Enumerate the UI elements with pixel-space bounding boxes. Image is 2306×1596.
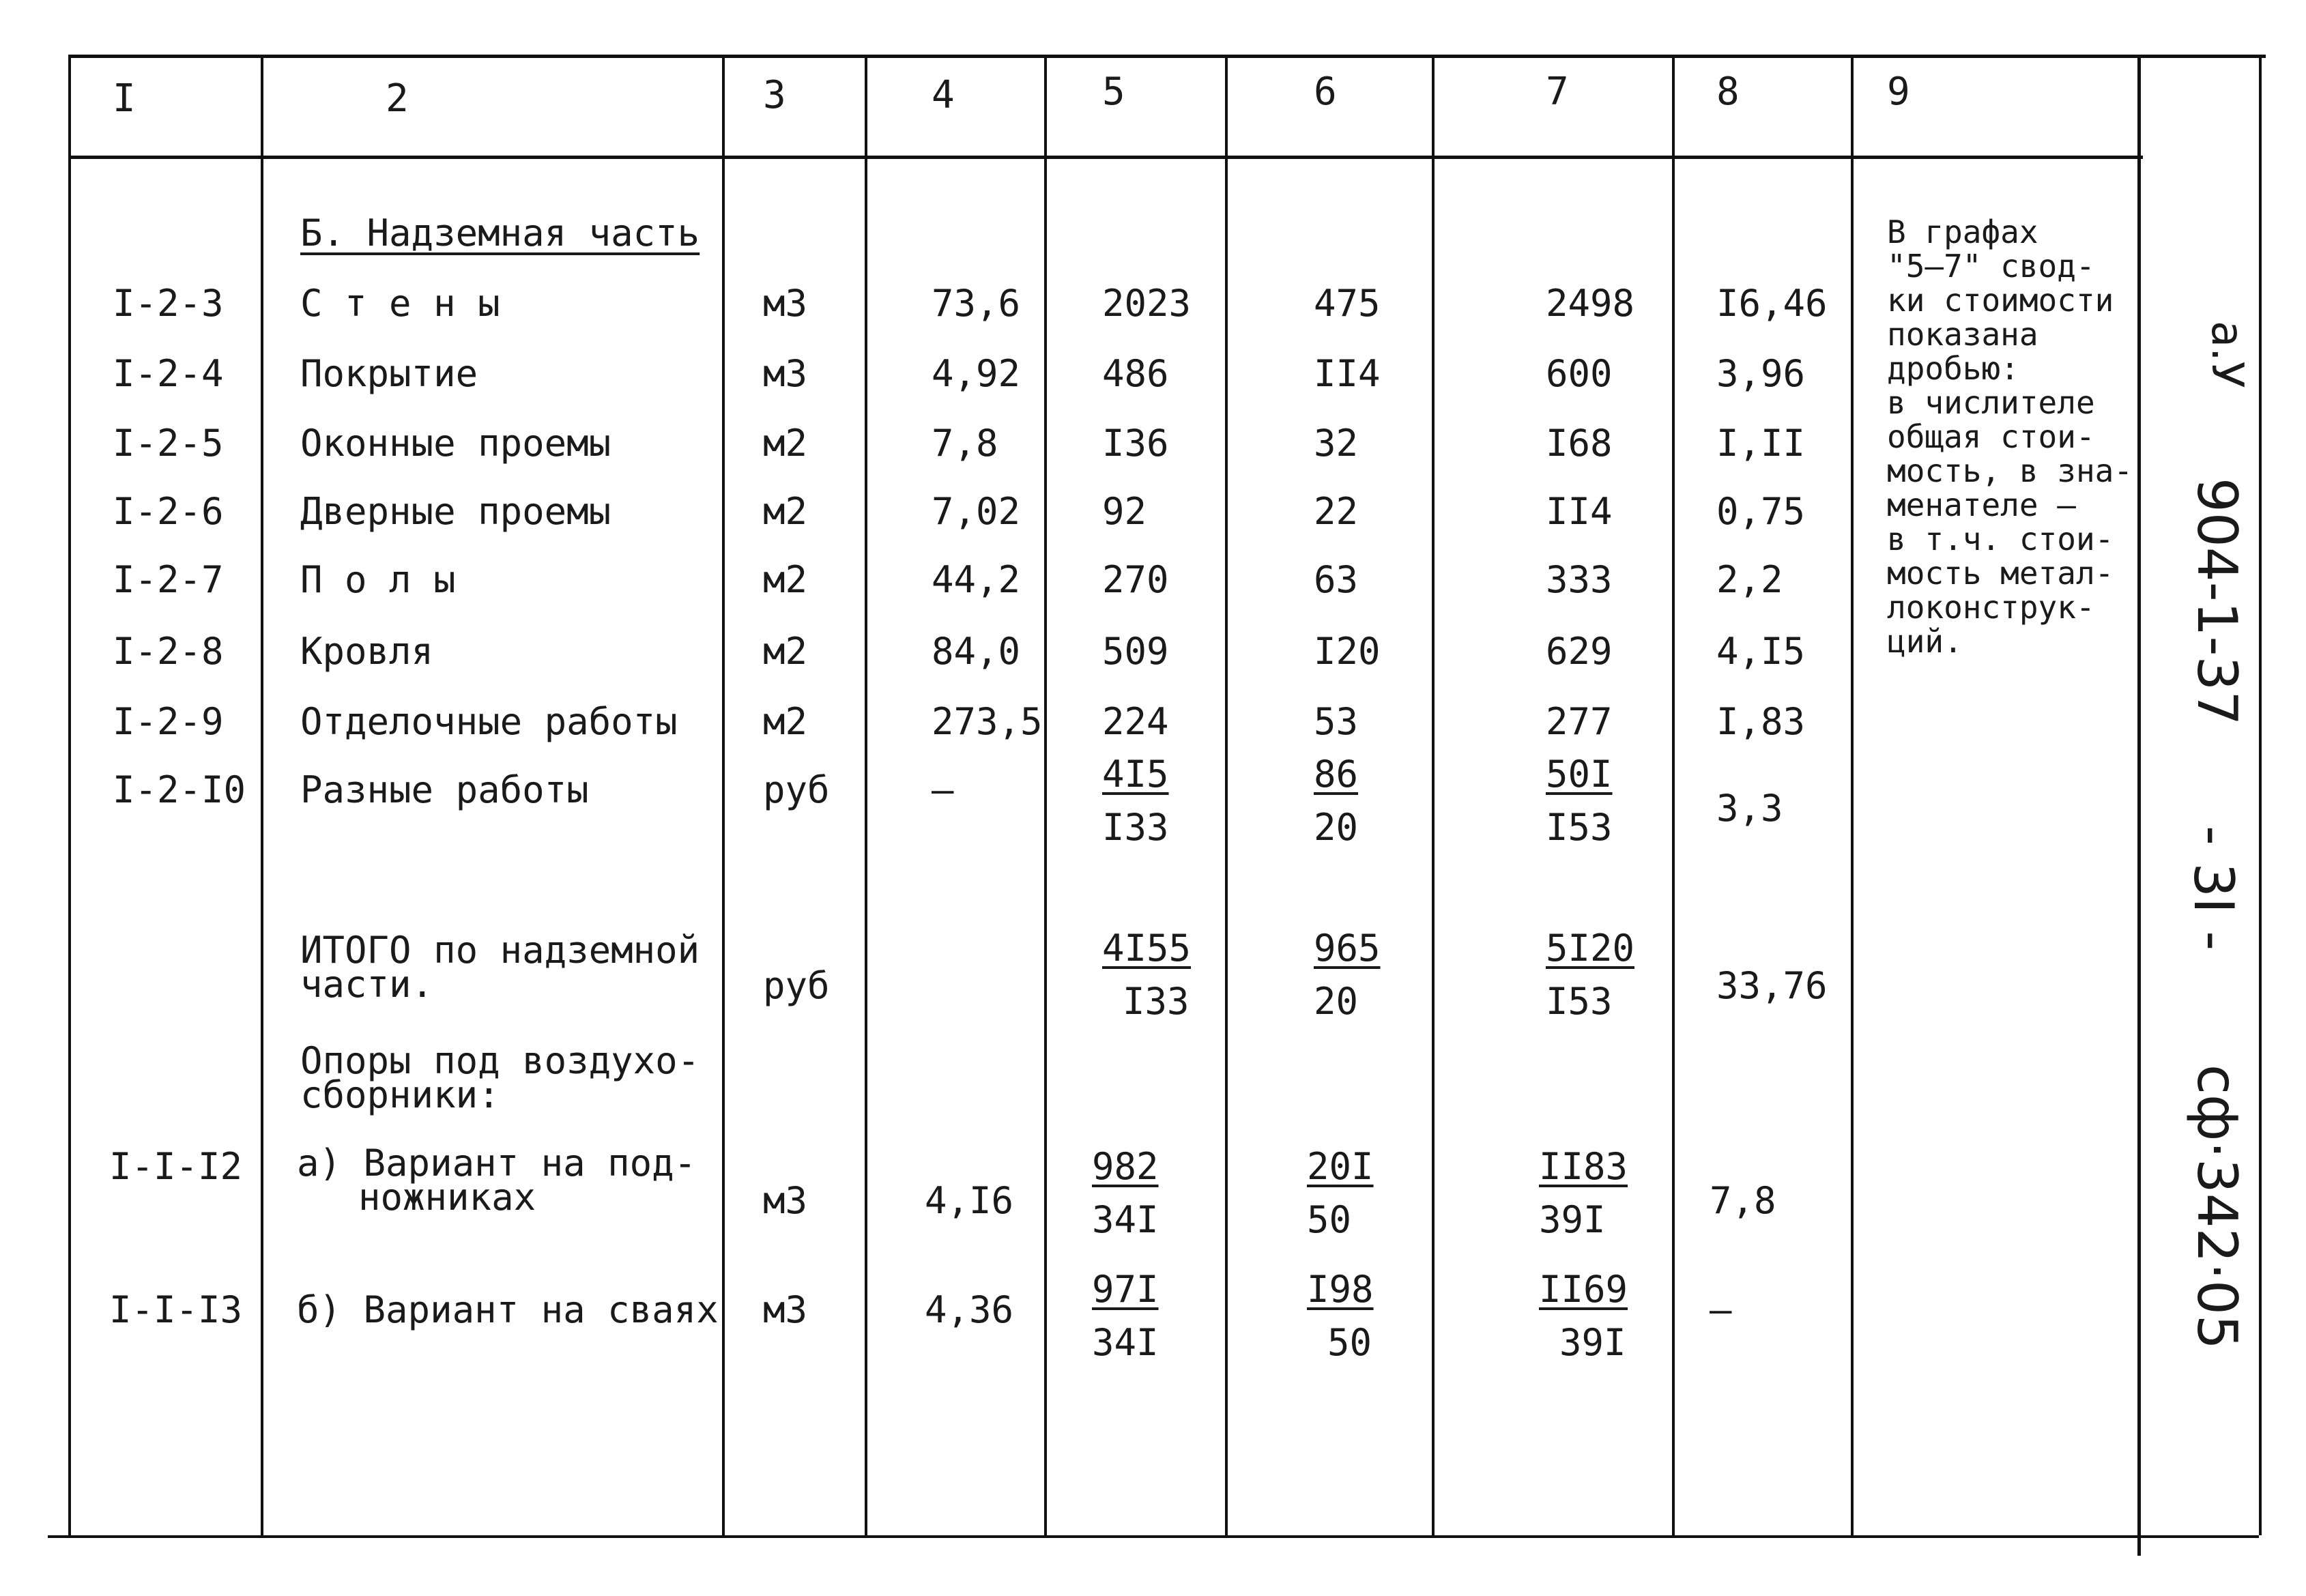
- row-qty: 273,5: [932, 700, 1043, 743]
- row-col7: 629: [1546, 630, 1613, 673]
- fraction-denominator: 39I: [1559, 1321, 1626, 1364]
- col-divider-3: [865, 55, 867, 1535]
- row-col5: 2023: [1102, 282, 1192, 325]
- total-name-line-2: части.: [300, 963, 434, 1006]
- row-col8: 7,8: [1710, 1179, 1776, 1222]
- col-divider-5: [1225, 55, 1228, 1535]
- row-col8: 2,2: [1716, 558, 1783, 601]
- table-top-border: [68, 55, 2266, 58]
- row-col7: 600: [1546, 352, 1613, 395]
- note-line: мость, в зна-: [1887, 452, 2133, 489]
- row-col7: 2498: [1546, 282, 1635, 325]
- fraction-numerator: I98: [1307, 1268, 1374, 1311]
- row-code: I-2-5: [113, 422, 224, 465]
- row-unit: м2: [763, 422, 808, 465]
- col-divider-6: [1432, 55, 1435, 1535]
- row-qty: 44,2: [932, 558, 1021, 601]
- row-unit: м3: [763, 1179, 808, 1222]
- row-code: I-2-4: [113, 352, 224, 395]
- row-name: Разные работы: [300, 768, 589, 811]
- row-qty: 73,6: [932, 282, 1021, 325]
- row-col7: II4: [1546, 490, 1613, 533]
- row-qty: 7,8: [932, 422, 998, 465]
- row-unit: м2: [763, 558, 808, 601]
- fraction-numerator: 86: [1314, 753, 1359, 796]
- row-col6-fraction: [1314, 754, 1358, 848]
- row-name: Дверные проемы: [300, 490, 611, 533]
- row-code: I-2-I0: [113, 768, 246, 811]
- variant-b-col6-fraction: [1307, 1269, 1374, 1363]
- fraction-numerator: 5I20: [1546, 927, 1635, 970]
- row-code: I-I-I3: [109, 1288, 243, 1331]
- header-bottom-border: [68, 156, 2143, 159]
- total-name-line-1: ИТОГО по надземной: [300, 929, 700, 972]
- row-unit: руб: [763, 964, 830, 1007]
- total-col7-fraction: [1546, 928, 1634, 1022]
- fraction-denominator: 20: [1314, 980, 1359, 1023]
- header-col-3: 3: [763, 73, 786, 117]
- note-line: дробью:: [1887, 350, 2019, 387]
- row-col8: –: [1710, 1288, 1732, 1331]
- row-col6: 53: [1314, 700, 1359, 743]
- row-name: Покрытие: [300, 352, 478, 395]
- col-divider-7: [1672, 55, 1675, 1535]
- row-col6: 22: [1314, 490, 1359, 533]
- variant-a-col6-fraction: [1307, 1146, 1374, 1240]
- row-col8: 33,76: [1716, 964, 1828, 1007]
- row-col7: 333: [1546, 558, 1613, 601]
- fraction-numerator: II69: [1539, 1268, 1628, 1311]
- note-line: ки стоимости: [1887, 282, 2114, 319]
- row-col6: 63: [1314, 558, 1359, 601]
- header-col-5: 5: [1102, 70, 1125, 114]
- row-unit: м3: [763, 1288, 808, 1331]
- row-unit: м3: [763, 282, 808, 325]
- row-name: П о л ы: [300, 558, 456, 601]
- fraction-numerator: 20I: [1307, 1145, 1374, 1188]
- fraction-denominator: 50: [1327, 1321, 1372, 1364]
- row-col5: 270: [1102, 558, 1169, 601]
- fraction-numerator: 97I: [1092, 1268, 1159, 1311]
- row-col8: 3,3: [1716, 787, 1783, 830]
- row-name: б) Вариант на сваях: [297, 1288, 719, 1331]
- variant-a-col5-fraction: [1092, 1146, 1159, 1240]
- row-col7: I68: [1546, 422, 1613, 465]
- note-line: общая стои-: [1887, 418, 2095, 455]
- supports-title-line-1: Опоры под воздухо-: [300, 1039, 700, 1082]
- row-name: Отделочные работы: [300, 700, 678, 743]
- row-col5: 224: [1102, 700, 1169, 743]
- note-line: менателе –: [1887, 487, 2076, 523]
- table-bottom-border: [48, 1535, 2259, 1538]
- row-col7-fraction: [1546, 754, 1613, 848]
- row-col5: 509: [1102, 630, 1169, 673]
- row-qty: 4,92: [932, 352, 1021, 395]
- col-divider-2: [722, 55, 725, 1535]
- stamp-document-number: 904-1-37: [2185, 478, 2249, 726]
- fraction-denominator: 39I: [1539, 1198, 1606, 1241]
- header-col-8: 8: [1716, 70, 1740, 114]
- col-divider-8: [1851, 55, 1854, 1535]
- row-name: Оконные проемы: [300, 422, 611, 465]
- row-col8: 3,96: [1716, 352, 1806, 395]
- col-divider-1: [261, 55, 263, 1535]
- variant-a-col7-fraction: [1539, 1146, 1628, 1240]
- row-col8: I6,46: [1716, 282, 1828, 325]
- row-code: I-I-I2: [109, 1145, 243, 1188]
- variant-b-col5-fraction: [1092, 1269, 1159, 1363]
- row-code: I-2-9: [113, 700, 224, 743]
- total-col6-fraction: [1314, 928, 1381, 1022]
- row-code: I-2-3: [113, 282, 224, 325]
- note-line: локонструк-: [1887, 589, 2095, 626]
- variant-b-col7-fraction: [1539, 1269, 1628, 1363]
- row-unit: м2: [763, 490, 808, 533]
- stamp-page-number: - 3I -: [2182, 826, 2245, 951]
- variant-a-name-line-2: ножниках: [358, 1176, 536, 1219]
- variant-a-name-line-1: а) Вариант на под-: [297, 1142, 697, 1185]
- row-col8: I,83: [1716, 700, 1806, 743]
- fraction-numerator: 50I: [1546, 753, 1613, 796]
- note-line: мость метал-: [1887, 555, 2114, 592]
- row-col6: 475: [1314, 282, 1381, 325]
- fraction-denominator: 50: [1307, 1198, 1352, 1241]
- note-line: показана: [1887, 316, 2038, 353]
- fraction-numerator: 4I55: [1102, 927, 1192, 970]
- note-line: ций.: [1887, 623, 1963, 660]
- row-col8: 0,75: [1716, 490, 1806, 533]
- note-line: в т.ч. стои-: [1887, 521, 2114, 557]
- supports-title-line-2: сборники:: [300, 1073, 500, 1116]
- fraction-numerator: II83: [1539, 1145, 1628, 1188]
- row-col6: 32: [1314, 422, 1359, 465]
- fraction-numerator: 982: [1092, 1145, 1159, 1188]
- row-qty: 4,I6: [925, 1179, 1014, 1222]
- row-code: I-2-8: [113, 630, 224, 673]
- row-col5-fraction: [1102, 754, 1169, 848]
- section-title: Б. Надземная часть: [300, 212, 700, 255]
- row-name: С т е н ы: [300, 282, 500, 325]
- fraction-denominator: I33: [1102, 806, 1169, 849]
- fraction-denominator: 34I: [1092, 1321, 1159, 1364]
- stamp-code: сф·342·05: [2185, 1064, 2249, 1350]
- row-col5: I36: [1102, 422, 1169, 465]
- row-unit: м2: [763, 630, 808, 673]
- header-col-7: 7: [1546, 70, 1569, 114]
- col-divider-9: [2137, 55, 2141, 1556]
- row-col6: II4: [1314, 352, 1381, 395]
- row-name: Кровля: [300, 630, 434, 673]
- row-code: I-2-6: [113, 490, 224, 533]
- row-qty: 7,02: [932, 490, 1021, 533]
- fraction-denominator: I53: [1546, 980, 1613, 1023]
- table-left-border: [68, 55, 71, 1535]
- row-col5: 486: [1102, 352, 1169, 395]
- fraction-denominator: I33: [1123, 980, 1190, 1023]
- column-9-note: [1887, 215, 2133, 658]
- fraction-denominator: 20: [1314, 806, 1359, 849]
- stamp-album-mark: а.У: [2202, 321, 2252, 388]
- total-col5-fraction: [1102, 928, 1191, 1022]
- row-col7: 277: [1546, 700, 1613, 743]
- row-col5: 92: [1102, 490, 1147, 533]
- row-unit: м3: [763, 352, 808, 395]
- note-line: "5–7" свод-: [1887, 248, 2095, 285]
- row-unit: м2: [763, 700, 808, 743]
- row-col8: 4,I5: [1716, 630, 1806, 673]
- row-unit: руб: [763, 768, 830, 811]
- note-line: В графах: [1887, 214, 2038, 250]
- row-qty: 84,0: [932, 630, 1021, 673]
- header-col-9: 9: [1887, 70, 1910, 114]
- stamp-right-border: [2259, 55, 2262, 1535]
- header-col-4: 4: [932, 73, 955, 117]
- fraction-numerator: 4I5: [1102, 753, 1169, 796]
- fraction-denominator: I53: [1546, 806, 1613, 849]
- row-qty: 4,36: [925, 1288, 1014, 1331]
- col-divider-4: [1044, 55, 1047, 1535]
- row-col6: I20: [1314, 630, 1381, 673]
- row-code: I-2-7: [113, 558, 224, 601]
- header-col-6: 6: [1314, 70, 1337, 114]
- row-col8: I,II: [1716, 422, 1806, 465]
- fraction-numerator: 965: [1314, 927, 1381, 970]
- fraction-denominator: 34I: [1092, 1198, 1159, 1241]
- header-col-1: I: [113, 76, 136, 121]
- header-col-2: 2: [386, 76, 409, 121]
- row-qty: –: [932, 768, 954, 811]
- note-line: в числителе: [1887, 384, 2095, 421]
